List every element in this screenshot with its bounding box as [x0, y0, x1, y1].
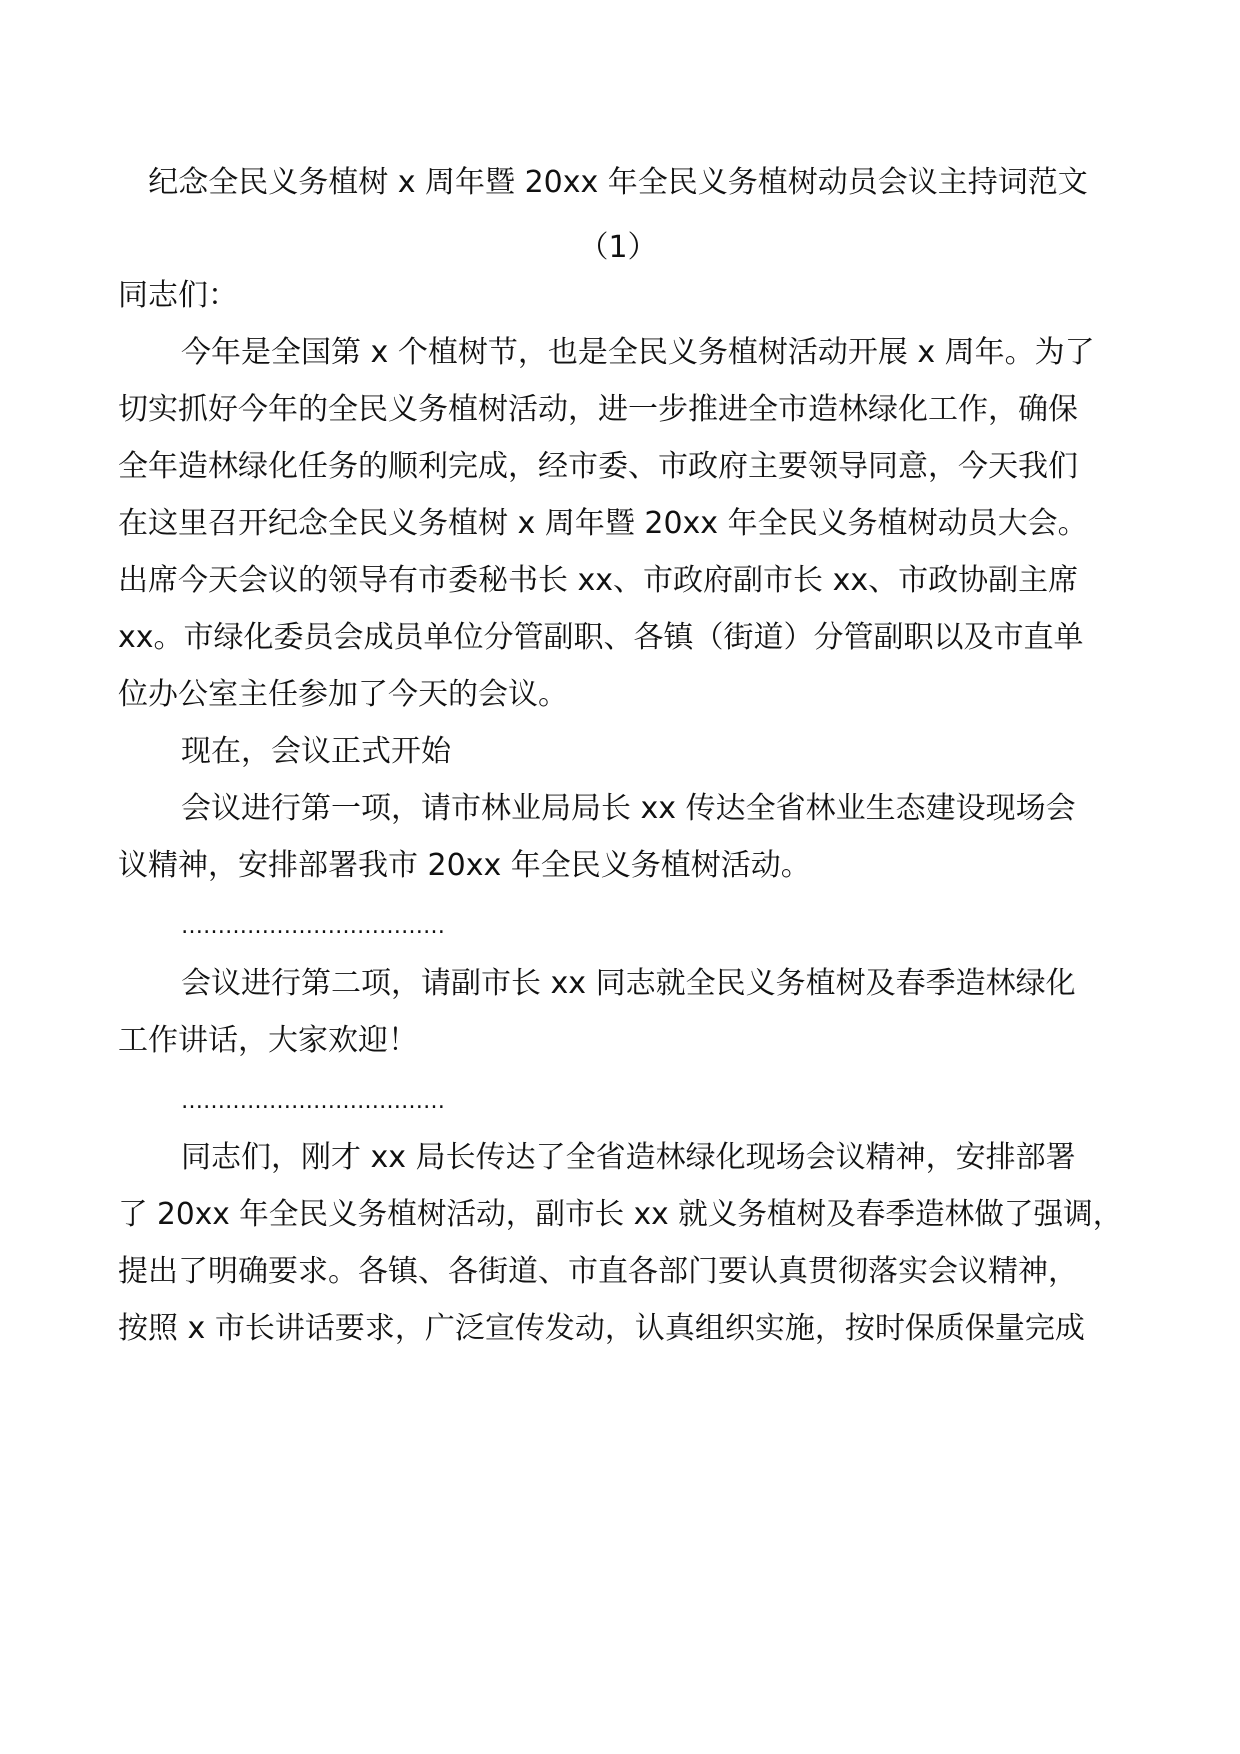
paragraph-line: 今年是全国第 x 个植树节，也是全民义务植树活动开展 x 周年。为了 — [181, 335, 1095, 370]
paragraph-line: 同志们，刚才 xx 局长传达了全省造林绿化现场会议精神，安排部署 — [181, 1140, 1076, 1175]
ellipsis-separator: ……………………………… — [181, 914, 445, 939]
paragraph-line: 会议进行第二项，请副市长 xx 同志就全民义务植树及春季造林绿化 — [181, 966, 1076, 1001]
paragraph-line: 议精神，安排部署我市 20xx 年全民义务植树活动。 — [118, 848, 811, 883]
ellipsis-separator: ……………………………… — [181, 1089, 445, 1114]
paragraph-line: 在这里召开纪念全民义务植树 x 周年暨 20xx 年全民义务植树动员大会。 — [118, 506, 1088, 541]
document-title-number: （1） — [578, 230, 658, 265]
paragraph-line: 现在，会议正式开始 — [181, 734, 451, 769]
paragraph-line: 会议进行第一项，请市林业局局长 xx 传达全省林业生态建设现场会 — [181, 791, 1076, 826]
paragraph-line: 切实抓好今年的全民义务植树活动，进一步推进全市造林绿化工作，确保 — [118, 392, 1078, 427]
paragraph-line: 了 20xx 年全民义务植树活动，副市长 xx 就义务植树及春季造林做了强调， — [118, 1197, 1123, 1232]
paragraph-line: 按照 x 市长讲话要求，广泛宣传发动，认真组织实施，按时保质保量完成 — [118, 1311, 1085, 1346]
paragraph-line: 提出了明确要求。各镇、各街道、市直各部门要认真贯彻落实会议精神， — [118, 1254, 1078, 1289]
paragraph-line: 位办公室主任参加了今天的会议。 — [118, 677, 568, 712]
paragraph-line: 全年造林绿化任务的顺利完成，经市委、市政府主要领导同意，今天我们 — [118, 449, 1078, 484]
document-title: 纪念全民义务植树 x 周年暨 20xx 年全民义务植树动员会议主持词范文 — [148, 165, 1088, 200]
salutation: 同志们： — [118, 278, 238, 313]
paragraph-line: 出席今天会议的领导有市委秘书长 xx、市政府副市长 xx、市政协副主席 — [118, 563, 1079, 598]
paragraph-line: xx。市绿化委员会成员单位分管副职、各镇（街道）分管副职以及市直单 — [118, 620, 1084, 655]
paragraph-line: 工作讲话，大家欢迎！ — [118, 1023, 418, 1058]
